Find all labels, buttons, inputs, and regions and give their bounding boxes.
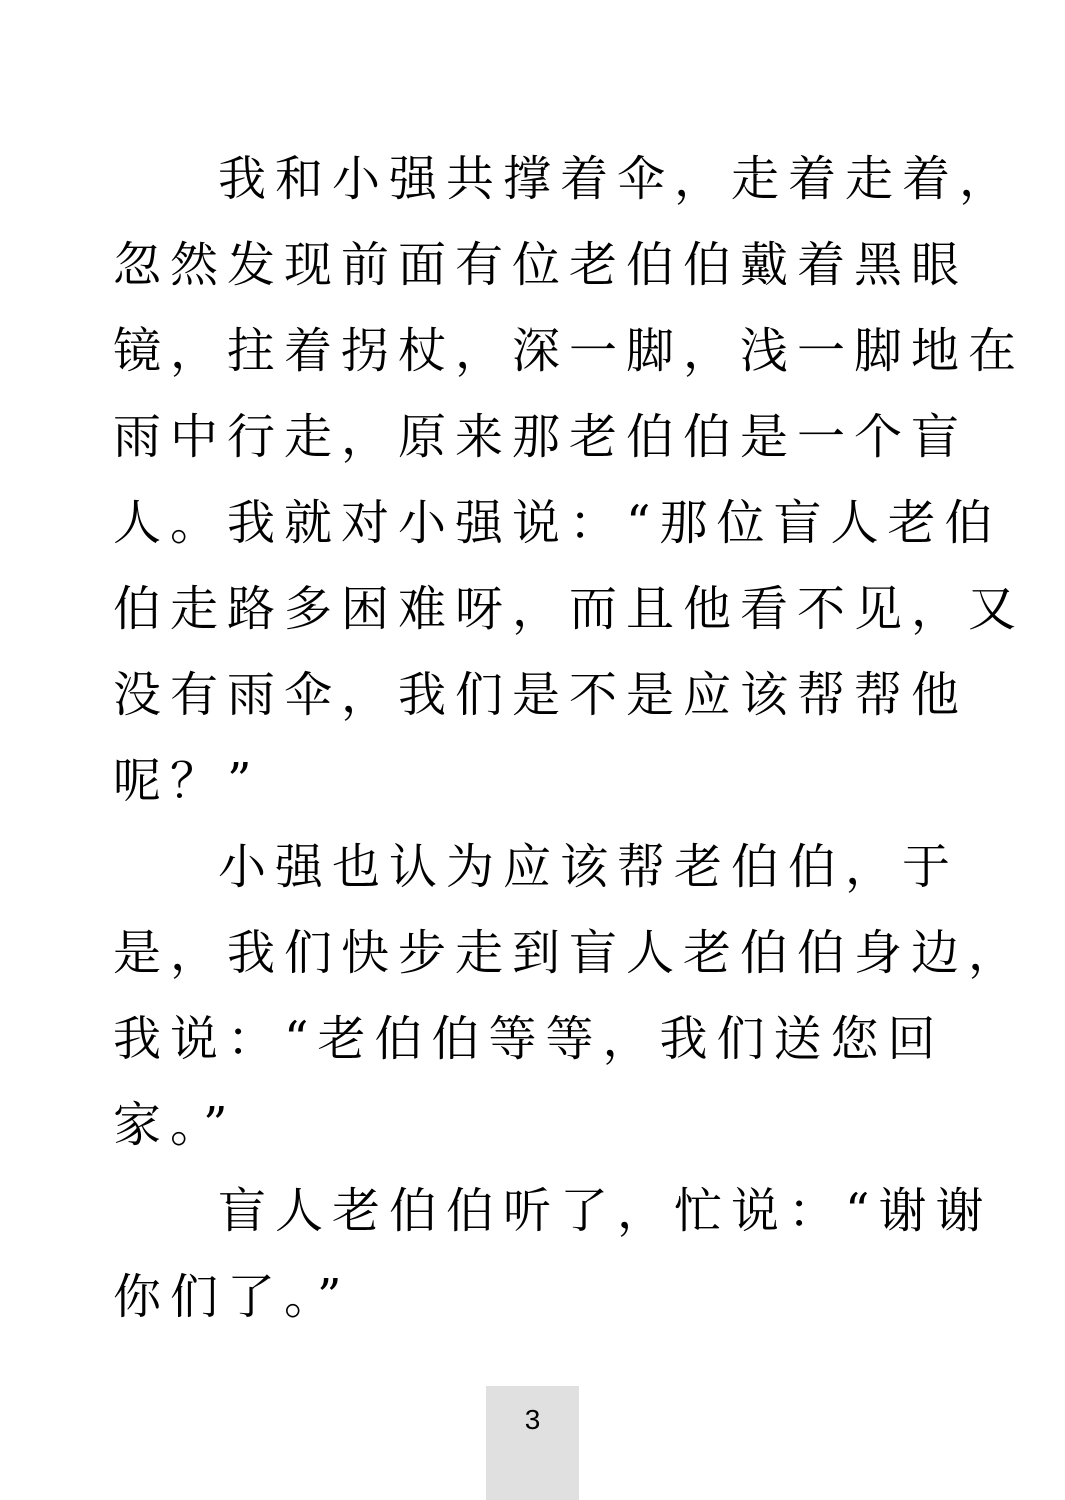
paragraph-2-line: 是，我们快步走到盲人老伯伯身边， — [113, 925, 1026, 981]
paragraph-1-line: 人。我就对小强说：“那位盲人老伯 — [113, 495, 1002, 551]
paragraph-3-line: 你们了。” — [113, 1269, 351, 1325]
paragraph-1-line: 雨中行走，原来那老伯伯是一个盲 — [113, 409, 969, 465]
paragraph-1-line: 呢？” — [113, 753, 261, 809]
page-number: 3 — [524, 1404, 541, 1435]
paragraph-1-line: 镜，拄着拐杖，深一脚，浅一脚地在 — [113, 323, 1026, 379]
paragraph-2-line: 小强也认为应该帮老伯伯，于 — [218, 839, 960, 895]
paragraph-1-line: 我和小强共撑着伞，走着走着， — [218, 151, 1017, 207]
paragraph-1-line: 伯走路多困难呀，而且他看不见，又 — [113, 581, 1026, 637]
paragraph-1-line: 忽然发现前面有位老伯伯戴着黑眼 — [113, 237, 969, 293]
paragraph-1-line: 没有雨伞，我们是不是应该帮帮他 — [113, 667, 969, 723]
paragraph-2-line: 我说：“老伯伯等等，我们送您回 — [113, 1011, 945, 1067]
body-text — [113, 136, 1026, 1340]
paragraph-2-line: 家。” — [113, 1097, 237, 1153]
page-number-box — [486, 1386, 579, 1500]
paragraph-3-line: 盲人老伯伯听了，忙说：“谢谢 — [218, 1183, 993, 1239]
